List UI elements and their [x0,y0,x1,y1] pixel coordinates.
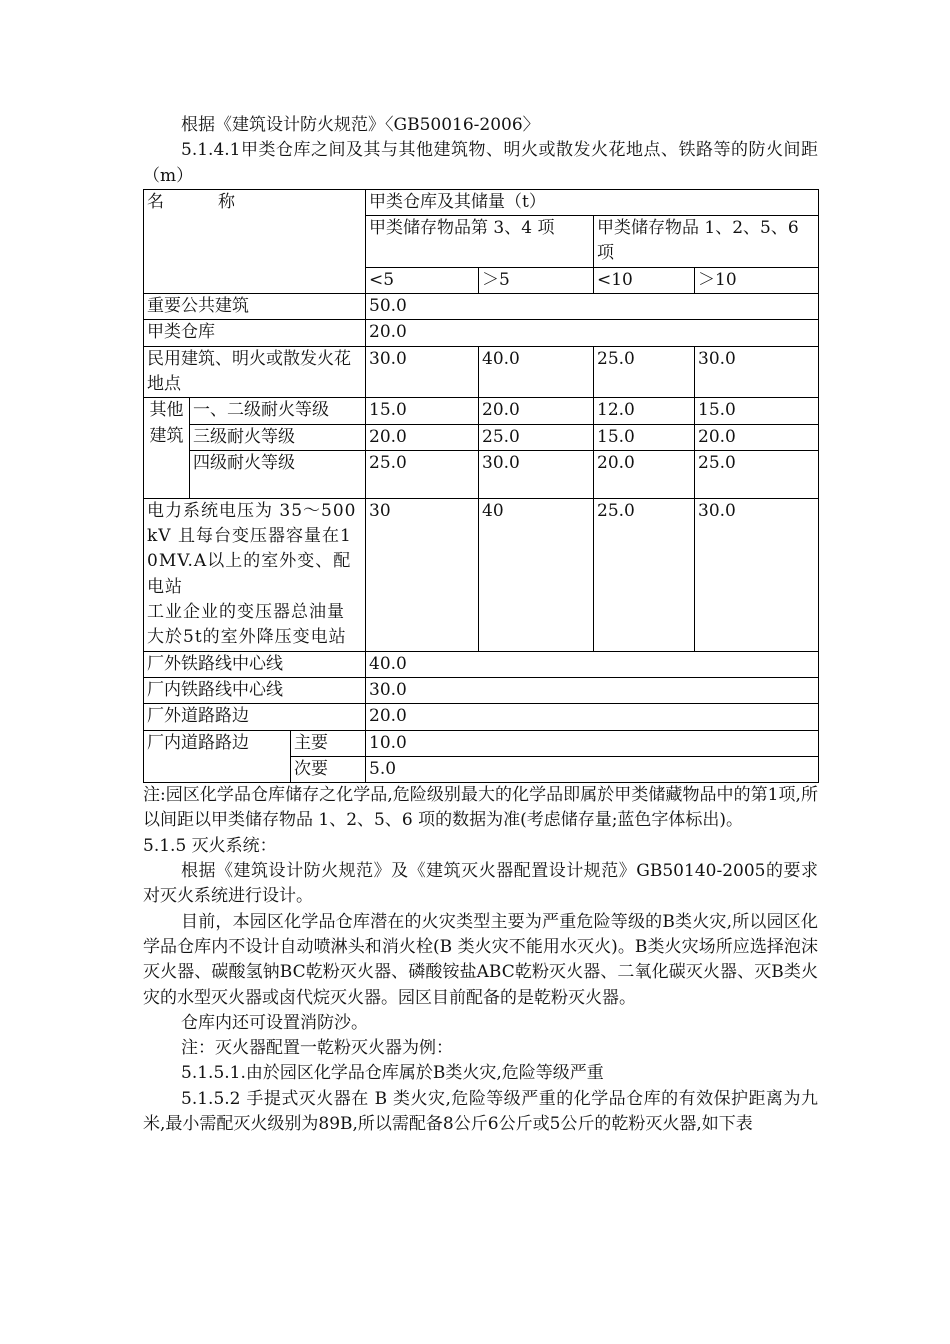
paragraph: 目前，本园区化学品仓库潜在的火灾类型主要为严重危险等级的B类火灾,所以园区化学品仓库内不设计自动喷淋头和消火栓(B 类火灾不能用水灭火)。B类火灾场所应选择泡沫灭火器、碳酸氢钠BC乾粉灭火器、磷酸铵盐ABC乾粉灭火器、二氧化碳灭火器、灭B类火灾的水型灭火器或卤代烷灭火器。园区目前配备的是乾粉灭火器。 [143,911,818,1008]
row-value: 20.0 [366,320,819,346]
table-cell: 20.0 [695,424,819,450]
clause-title: 5.1.4.1甲类仓库之间及其与其他建筑物、明火或散发火花地点、铁路等的防火间距（m） [143,140,818,186]
row-value: 40.0 [366,651,819,677]
row-value: 50.0 [366,294,819,320]
intro-line: 根据《建筑设计防火规范》〈GB50016-2006〉 [181,115,540,135]
row-sublabel: 次要 [291,756,366,782]
row-value: 20.0 [366,704,819,730]
paragraph: 5.1.5.2 手提式灭火器在 B 类火灾,危险等级严重的化学品仓库的有效保护距离为九米,最小需配灭火级别为89B,所以需配备8公斤6公斤或5公斤的乾粉灭火器,如下表 [143,1088,818,1134]
table-cell: 25.0 [695,450,819,498]
row-label: 三级耐火等级 [190,424,366,450]
table-cell: 30.0 [479,450,594,498]
row-sublabel: 主要 [291,730,366,756]
row-value: 5.0 [366,756,819,782]
table-cell: 25.0 [594,346,695,398]
header-a1: <5 [366,267,479,293]
table-cell: 30.0 [695,346,819,398]
paragraph: 5.1.5.1.由於园区化学品仓库属於B类火灾,危险等级严重 [181,1063,604,1084]
table-cell: 30.0 [366,346,479,398]
table-cell: 40 [479,498,594,651]
paragraph: 根据《建筑设计防火规范》及《建筑灭火器配置设计规范》GB50140-2005的要求对灭火系统进行设计。 [143,861,818,907]
table-cell: 15.0 [594,424,695,450]
row-value: 30.0 [366,677,819,703]
table-cell: 25.0 [479,424,594,450]
table-cell: 25.0 [366,450,479,498]
row-value: 10.0 [366,730,819,756]
row-label: 厂内道路路边 [144,730,291,783]
row-label: 厂内铁路线中心线 [144,677,366,703]
header-group: 甲类仓库及其储量（t） [366,189,819,215]
row-label: 重要公共建筑 [144,294,366,320]
substation-label-1: 电力系统电压为 35～500kV 且每台变压器容量在10MV.A以上的室外变、配电站 [147,500,357,597]
header-a2: ＞5 [479,267,594,293]
header-b1: <10 [594,267,695,293]
table-cell: 12.0 [594,398,695,424]
row-label: 民用建筑、明火或散发火花地点 [144,346,366,398]
document-page [143,113,818,1137]
table-note: 注:园区化学品仓库储存之化学品,危险级别最大的化学品即属於甲类储藏物品中的第1项,所以间距以甲类储存物品 1、2、5、6 项的数据为准(考虑储存量;蓝色字体标出)。 [143,785,818,831]
table-cell: 25.0 [594,498,695,651]
row-label: 厂外铁路线中心线 [144,651,366,677]
row-label-substation [144,498,366,651]
table-cell: 20.0 [479,398,594,424]
paragraph: 注：灭火器配置一乾粉灭火器为例： [181,1038,453,1059]
row-label: 厂外道路路边 [144,704,366,730]
header-sub-a: 甲类储存物品第 3、4 项 [366,216,594,268]
row-label: 四级耐火等级 [190,450,366,498]
other-buildings-group: 其他建筑 [144,398,190,499]
table-cell: 30 [366,498,479,651]
table-cell: 15.0 [366,398,479,424]
header-name: 名 称 [144,189,366,293]
header-sub-b: 甲类储存物品 1、2、5、6项 [594,216,819,268]
table-cell: 15.0 [695,398,819,424]
section-title: 5.1.5 灭火系统： [143,835,277,856]
header-b2: ＞10 [695,267,819,293]
table-cell: 40.0 [479,346,594,398]
table-cell: 20.0 [366,424,479,450]
substation-label-2: 工业企业的变压器总油量大於5t的室外降压变电站 [147,602,347,648]
table-cell: 30.0 [695,498,819,651]
row-label: 一、二级耐火等级 [190,398,366,424]
fire-distance-table [143,189,819,783]
table-cell: 20.0 [594,450,695,498]
paragraph: 仓库内还可设置消防沙。 [181,1012,368,1033]
row-label: 甲类仓库 [144,320,366,346]
